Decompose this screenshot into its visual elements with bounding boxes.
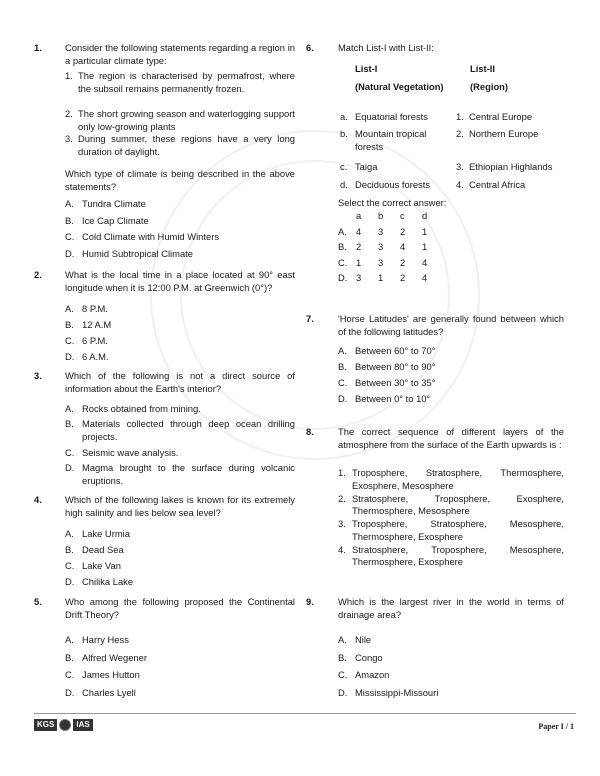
- option-text: Charles Lyell: [82, 686, 136, 698]
- option-d[interactable]: [65, 248, 219, 265]
- option-letter: A.: [338, 634, 347, 645]
- option-text: 6 A.M.: [82, 351, 109, 362]
- list2-item: [456, 111, 586, 128]
- option-c[interactable]: [65, 560, 133, 576]
- option-text: Troposphere, Stratosphere, Mesosphere, Thermosphere, Exosphere: [352, 518, 564, 542]
- option-letter: A.: [338, 345, 347, 356]
- option-list: [65, 528, 133, 592]
- option-text: Mississippi-Missouri: [355, 686, 439, 698]
- option-c[interactable]: [65, 669, 147, 687]
- option-b[interactable]: [65, 418, 295, 447]
- option-letter: A.: [65, 634, 74, 645]
- list1-text: Taiga: [355, 161, 378, 172]
- option-letter: C.: [65, 231, 75, 242]
- option-d[interactable]: [65, 351, 111, 367]
- option-letter: A.: [65, 198, 74, 209]
- list1-item: [340, 179, 455, 196]
- logo-globe-icon: [59, 719, 71, 731]
- statement-item: [65, 133, 295, 158]
- select-instruction: Select the correct answer:: [338, 197, 447, 208]
- option-text: Troposphere, Stratosphere, Thermosphere, Exosphere, Mesosphere: [352, 467, 564, 491]
- question-number: 3.: [34, 370, 42, 381]
- option-letter: C.: [65, 669, 75, 680]
- question-text: Consider the following statements regarding a region in a particular climate type:: [65, 42, 295, 66]
- code-cell: 1: [422, 225, 428, 237]
- question-number: 5.: [34, 596, 42, 607]
- option-letter: C.: [65, 560, 75, 571]
- option-number: 2.: [338, 492, 346, 504]
- code-cell: 4: [356, 225, 362, 237]
- option-letter: C.: [338, 256, 348, 268]
- codes-header-cell: b: [378, 210, 384, 222]
- option-text: 8 P.M.: [82, 303, 108, 314]
- option-a[interactable]: [338, 634, 438, 652]
- option-a[interactable]: [65, 198, 219, 215]
- option-3[interactable]: [338, 518, 564, 544]
- option-b[interactable]: [338, 240, 444, 256]
- question-text: Which of the following lakes is known for its extremely high salinity and lies below sea level?: [65, 494, 295, 518]
- option-text: James Hutton: [82, 669, 140, 680]
- statement-item: [65, 70, 295, 108]
- option-a[interactable]: [338, 345, 435, 361]
- code-cell: 3: [378, 225, 384, 237]
- footer-divider: [34, 713, 576, 714]
- option-letter: B.: [65, 214, 74, 226]
- list2-title: List-II: [470, 63, 495, 74]
- list1-letter: c.: [340, 161, 348, 172]
- question-number: 7.: [306, 313, 314, 324]
- list1-item: [340, 111, 455, 128]
- list1-title: List-I: [355, 63, 378, 74]
- list1-letter: d.: [340, 179, 348, 190]
- option-text: Humid Subtropical Climate: [82, 247, 193, 259]
- code-cell: 1: [422, 241, 428, 253]
- option-letter: B.: [338, 651, 347, 663]
- statement-number: 1.: [65, 70, 73, 81]
- code-cell: 4: [400, 241, 406, 253]
- option-text: Between 30° to 35°: [355, 377, 436, 388]
- option-text: Lake Van: [82, 560, 121, 571]
- code-cell: 1: [378, 272, 384, 284]
- option-text: Rocks obtained from mining.: [82, 403, 201, 414]
- option-text: Materials collected through deep ocean drilling projects.: [82, 418, 295, 442]
- list1-item: [340, 128, 455, 161]
- list1-text: Deciduous forests: [355, 179, 431, 190]
- option-letter: B.: [65, 418, 74, 429]
- statement-number: 2.: [65, 108, 73, 119]
- question-text: Which is the largest river in the world in terms of drainage area?: [338, 596, 564, 620]
- option-letter: D.: [338, 686, 348, 698]
- list1: [340, 111, 455, 196]
- list2-text: Central Africa: [469, 179, 526, 190]
- option-a[interactable]: [65, 403, 295, 418]
- statement-number: 3.: [65, 133, 73, 144]
- option-letter: A.: [65, 403, 74, 414]
- question-text: The correct sequence of different layers of the atmosphere from the surface of the Earth upwards is :: [338, 426, 564, 450]
- code-cell: 1: [356, 256, 362, 268]
- option-d[interactable]: [65, 462, 295, 491]
- option-text: Cold Climate with Humid Winters: [82, 231, 220, 242]
- statement-text: The region is characterised by permafrost, where the subsoil remains permanently frozen.: [78, 70, 295, 94]
- option-text: Congo: [355, 651, 383, 663]
- option-letter: A.: [65, 528, 74, 539]
- option-letter: D.: [65, 686, 75, 698]
- option-letter: D.: [65, 576, 75, 587]
- question-text: What is the local time in a place located at 90° east longitude when it is 12:00 P.M. at Greenwich (0°)?: [65, 269, 295, 293]
- list2-text: Central Europe: [469, 111, 533, 122]
- question-number: 1.: [34, 42, 42, 53]
- question-number: 4.: [34, 494, 42, 505]
- code-cell: 3: [356, 272, 362, 284]
- option-d[interactable]: [338, 393, 435, 409]
- option-letter: A.: [65, 303, 74, 314]
- option-letter: A.: [338, 225, 347, 237]
- code-cell: 2: [356, 241, 362, 253]
- option-1[interactable]: [338, 467, 564, 493]
- option-number: 1.: [338, 467, 346, 478]
- codes-header-cell: c: [400, 210, 405, 222]
- statement-text: During summer, these regions have a very long duration of daylight.: [78, 133, 295, 157]
- logo-left-text: KGS: [34, 719, 57, 731]
- code-cell: 4: [422, 272, 428, 284]
- option-c[interactable]: [338, 669, 438, 687]
- option-list: [338, 634, 438, 704]
- option-d[interactable]: [65, 687, 147, 705]
- option-c[interactable]: [65, 447, 295, 462]
- option-text: Dead Sea: [82, 544, 124, 555]
- list1-text: Equatorial forests: [355, 111, 428, 122]
- list2-item: [456, 179, 586, 196]
- option-letter: B.: [65, 544, 74, 555]
- list2-subtitle: (Region): [470, 81, 509, 92]
- option-b[interactable]: [65, 319, 111, 335]
- option-letter: D.: [338, 272, 348, 284]
- option-text: Lake Urmia: [82, 528, 130, 539]
- option-letter: C.: [338, 377, 348, 388]
- option-b[interactable]: [65, 652, 147, 670]
- option-d[interactable]: [338, 687, 438, 705]
- statement-text: The short growing season and waterlogging support only low-growing plants: [78, 108, 295, 132]
- list1-item: [340, 161, 455, 179]
- option-text: Stratosphere, Troposphere, Mesosphere, Thermosphere, Exosphere: [352, 543, 564, 568]
- option-letter: B.: [338, 241, 347, 253]
- option-text: Between 60° to 70°: [355, 345, 436, 356]
- option-text: Tundra Climate: [82, 198, 146, 209]
- option-list: [65, 198, 219, 264]
- statement-list: [65, 70, 295, 158]
- question-text: Match List-I with List-II:: [338, 42, 434, 53]
- option-2[interactable]: [338, 493, 564, 519]
- option-text: Between 0° to 10°: [355, 393, 431, 404]
- codes-header-cell: a: [356, 210, 362, 222]
- list2-item: [456, 128, 586, 161]
- option-c[interactable]: [65, 335, 111, 351]
- code-cell: 2: [400, 225, 406, 237]
- codes-header-row: [338, 209, 444, 225]
- list2-number: 4.: [456, 179, 464, 190]
- option-text: Ice Cap Climate: [82, 214, 149, 226]
- option-number: 4.: [338, 543, 346, 555]
- option-a[interactable]: [65, 303, 111, 319]
- option-c[interactable]: [338, 256, 444, 272]
- option-text: Between 80° to 90°: [355, 361, 436, 372]
- option-b[interactable]: [65, 215, 219, 232]
- question-prompt: Which type of climate is being described in the above statements?: [65, 168, 295, 192]
- question-text: Which of the following is not a direct source of information about the Earth's interior?: [65, 370, 295, 394]
- option-4[interactable]: [338, 544, 564, 570]
- list2-text: Ethiopian Highlands: [469, 161, 553, 172]
- option-number: 3.: [338, 518, 346, 529]
- option-letter: B.: [65, 651, 74, 663]
- list1-subtitle: (Natural Vegetation): [355, 81, 444, 92]
- option-text: Alfred Wegener: [82, 651, 147, 663]
- option-a[interactable]: [338, 225, 444, 241]
- option-letter: C.: [65, 335, 75, 346]
- question-number: 2.: [34, 269, 42, 280]
- option-letter: C.: [338, 669, 348, 680]
- option-list: [338, 345, 435, 409]
- option-b[interactable]: [338, 361, 435, 377]
- list2-item: [456, 161, 586, 179]
- list1-text: Mountain tropical forests: [355, 128, 427, 152]
- code-cell: 3: [378, 241, 384, 253]
- option-letter: D.: [65, 247, 75, 259]
- option-letter: C.: [65, 447, 75, 458]
- option-d[interactable]: [338, 271, 444, 287]
- option-list: [65, 303, 111, 367]
- option-letter: D.: [65, 351, 75, 362]
- option-text: Magma brought to the surface during volcanic eruptions.: [82, 462, 295, 486]
- option-text: Seismic wave analysis.: [82, 447, 179, 458]
- option-list: [65, 634, 147, 704]
- option-text: Amazon: [355, 669, 390, 680]
- codes-header-cell: d: [422, 210, 428, 222]
- answer-codes-table: [338, 209, 444, 287]
- list2: [456, 111, 586, 196]
- code-cell: 4: [422, 256, 428, 268]
- option-letter: B.: [65, 319, 74, 330]
- option-text: Chilika Lake: [82, 576, 134, 587]
- option-a[interactable]: [65, 634, 147, 652]
- option-letter: B.: [338, 361, 347, 372]
- question-number: 6.: [306, 42, 314, 53]
- list1-letter: b.: [340, 128, 348, 139]
- question-text: Who among the following proposed the Continental Drift Theory?: [65, 596, 295, 620]
- option-text: Nile: [355, 634, 372, 645]
- question-number: 9.: [306, 596, 314, 607]
- code-cell: 2: [400, 272, 406, 284]
- code-cell: 2: [400, 256, 406, 268]
- kgs-ias-logo: [34, 719, 93, 731]
- statement-item: [65, 108, 295, 133]
- list2-text: Northern Europe: [469, 128, 539, 139]
- option-d[interactable]: [65, 576, 133, 592]
- option-a[interactable]: [65, 528, 133, 544]
- logo-right-text: IAS: [73, 719, 92, 731]
- option-letter: D.: [338, 393, 348, 404]
- list2-number: 1.: [456, 111, 464, 122]
- option-text: Stratosphere, Troposphere, Exosphere, Thermosphere, Mesosphere: [352, 492, 564, 517]
- option-c[interactable]: [338, 377, 435, 393]
- question-text: 'Horse Latitudes' are generally found between which of the following latitudes?: [338, 313, 564, 337]
- option-text: 6 P.M.: [82, 335, 108, 346]
- list1-letter: a.: [340, 111, 348, 122]
- list2-number: 3.: [456, 161, 464, 172]
- option-text: 12 A.M: [82, 319, 112, 330]
- list2-number: 2.: [456, 128, 464, 139]
- page-label: Paper I / 1: [538, 722, 574, 731]
- option-letter: D.: [65, 462, 75, 473]
- option-c[interactable]: [65, 231, 219, 248]
- option-b[interactable]: [338, 652, 438, 670]
- option-list: [338, 467, 564, 569]
- option-b[interactable]: [65, 544, 133, 560]
- question-number: 8.: [306, 426, 314, 437]
- option-text: Harry Hess: [82, 634, 129, 645]
- code-cell: 3: [378, 256, 384, 268]
- option-list: [65, 403, 295, 491]
